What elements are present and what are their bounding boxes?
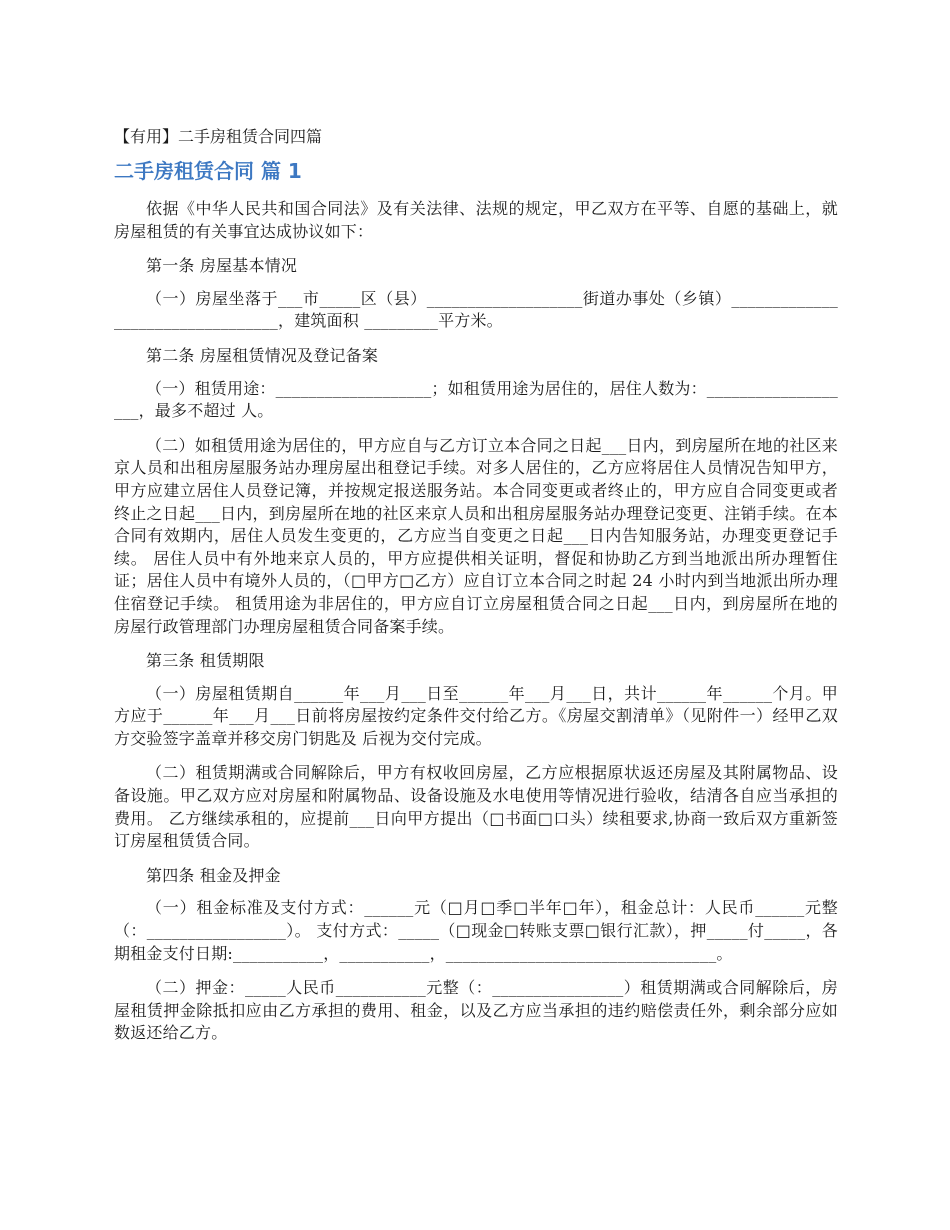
article-2-clause-2: （二）如租赁用途为居住的，甲方应自与乙方订立本合同之日起___日内，到房屋所在地的社区来京人员和出租房屋服务站办理房屋出租登记手续。对多人居住的，乙方应将居住人员情况告知甲方，甲方应建立居住人员登记簿，并按规定报送服务站。本合同变更或者终止的，甲方应自合同变更或者终止之日起___日内，到房屋所在地的社区来京人员和出租房屋服务站办理登记变更、注销手续。在本合同有效期内，居住人员发生变更的，乙方应当自变更之日起___日内告知服务站，办理变更登记手续。 居住人员中有外地来京人员的，甲方应提供相关证明，督促和协助乙方到当地派出所办理暂住证；居住人员中有境外人员的，（□甲方□乙方）应自订立本合同之时起 24 小时内到当地派出所办理住宿登记手续。 租赁用途为非居住的，甲方应自订立房屋租赁合同之日起___日内，到房屋所在地的房屋行政管理部门办理房屋租赁合同备案手续。 bbox=[114, 435, 838, 636]
article-3-clause-2: （二）租赁期满或合同解除后，甲方有权收回房屋，乙方应根据原状返还房屋及其附属物品、设备设施。甲乙双方应对房屋和附属物品、设备设施及水电使用等情况进行验收，结清各自应当承担的费用。 乙方继续承租的，应提前___日向甲方提出（□书面□口头）续租要求,协商一致后双方重新签订房屋租赁赁合同。 bbox=[114, 763, 838, 851]
article-4-clause-1: （一）租金标准及支付方式：______元（□月□季□半年□年），租金总计：人民币______元整（：_________________）。 支付方式：_____（□现金□转账支票□银行汇款），押_____付_____，各期租金支付日期:___________，___________，_________________________________。 bbox=[114, 898, 838, 963]
article-1-clause-1: （一）房屋坐落于___市_____区（县）___________________街道办事处（乡镇）_________________________________，建筑面积 _________平方米。 bbox=[114, 288, 838, 331]
article-3-heading: 第三条 租赁期限 bbox=[146, 651, 265, 671]
preamble-paragraph: 依据《中华人民共和国合同法》及有关法律、法规的规定，甲乙双方在平等、自愿的基础上，就房屋租赁的有关事宜达成协议如下： bbox=[114, 199, 838, 241]
article-3-clause-1: （一）房屋租赁期自______年___月___日至______年___月___日，共计______年______个月。甲方应于______年___月___日前将房屋按约定条件交付给乙方。《房屋交割清单》（见附件一）经甲乙双方交验签字盖章并移交房门钥匙及 后视为交付完成。 bbox=[114, 683, 838, 748]
article-4-heading: 第四条 租金及押金 bbox=[146, 865, 281, 885]
section-heading: 二手房租赁合同 篇 1 bbox=[114, 159, 302, 183]
article-2-heading: 第二条 房屋租赁情况及登记备案 bbox=[146, 345, 379, 365]
article-1-heading: 第一条 房屋基本情况 bbox=[146, 256, 298, 276]
document-title: 【有用】二手房租赁合同四篇 bbox=[114, 127, 323, 146]
article-4-clause-2: （二）押金：_____人民币___________元整（：________________）租赁期满或合同解除后，房屋租赁押金除抵扣应由乙方承担的费用、租金，以及乙方应当承担的违约赔偿责任外，剩余部分应如数返还给乙方。 bbox=[114, 978, 838, 1043]
document-page bbox=[114, 124, 838, 1057]
article-2-clause-1: （一）租赁用途：___________________；如租赁用途为居住的，居住人数为：___________________，最多不超过 人。 bbox=[114, 378, 839, 421]
